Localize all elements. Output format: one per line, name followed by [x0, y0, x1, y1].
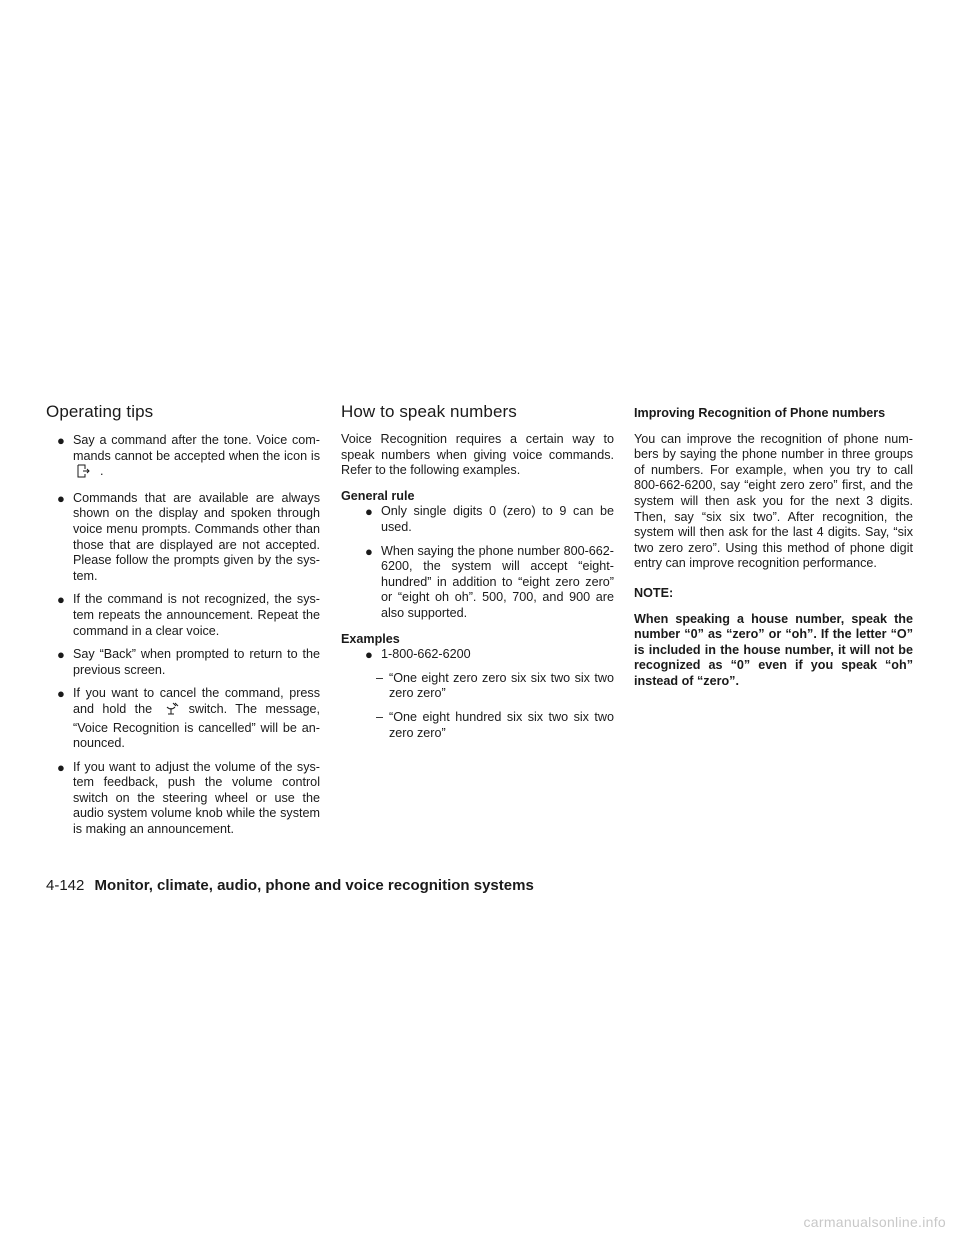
list-item: ● When saying the phone number 800-662-6200, the system will accept “eight-hundred” in addition to “eight zero zero” or “eight oh oh”. 500, 700, and 900 are also supported. — [365, 543, 614, 620]
list-item: – “One eight zero zero six six two six two zero zero” — [376, 670, 614, 701]
intro-paragraph: Voice Recognition requires a certain way to speak numbers when giving voice commands. Refer to the following examples. — [341, 432, 614, 478]
list-item: – “One eight hundred six six two six two zero zero” — [376, 709, 614, 740]
subheading-examples: Examples — [341, 631, 400, 646]
examples-list — [341, 647, 614, 663]
column-improving-recognition — [634, 402, 913, 690]
page-number: 4-142 — [46, 877, 85, 894]
list-item: ● If you want to adjust the volume of the sys-tem feedback, push the volume control switch on the steering wheel or use the audio system volume knob while the system is making an announcement. — [57, 759, 320, 837]
microphone-prompt-icon — [77, 464, 90, 483]
subheading-general-rule: General rule — [341, 488, 415, 503]
list-item: ● Say “Back” when prompted to return to the previous screen. — [57, 647, 320, 677]
watermark: carmanualsonline.info — [803, 1214, 946, 1230]
list-item: ● Only single digits 0 (zero) to 9 can be used. — [365, 504, 614, 534]
list-item: ● Commands that are available are always shown on the display and spoken through voice menu prompts. Commands other than those that are displayed are not accepted. Please follow the prompts given by the sys-tem. — [57, 490, 320, 583]
note-label: NOTE: — [634, 585, 674, 600]
example-options-list — [341, 671, 614, 741]
list-item: ● If the command is not recognized, the sys-tem repeats the announcement. Repeat the command in a clear voice. — [57, 592, 320, 638]
subheading-improving-recognition: Improving Recognition of Phone numbers — [634, 406, 886, 420]
bullet: ● — [57, 433, 65, 448]
section-heading-operating-tips: Operating tips — [46, 402, 154, 421]
general-rule-list — [341, 504, 614, 621]
note-text: When speaking a house number, speak the number “0” as “zero” or “oh”. If the letter “O” is included in the house number, it will not be recognized as “0” even if you speak “oh” instead of “zero”. — [634, 611, 913, 688]
operating-tips-list — [46, 433, 320, 838]
page-footer — [46, 877, 534, 895]
column-how-to-speak-numbers — [341, 402, 614, 749]
list-item: ● 1-800-662-6200 — [365, 647, 471, 663]
talk-switch-icon — [165, 702, 179, 721]
section-title: Monitor, climate, audio, phone and voice recognition systems — [94, 877, 534, 894]
column-operating-tips — [46, 402, 320, 846]
improving-recognition-body: You can improve the recognition of phone num-bers by saying the phone number in three groups of numbers. For example, when you try to call 800-662-6200, say “eight zero zero” first, and the system will then ask you for the next 3 digits. Then, say “six six two”. After recognition, the system will then ask for the last 4 digits. Say, “six two zero zero”. Using this method of phone digit entry can improve recognition performance. — [634, 431, 913, 571]
section-heading-how-to-speak-numbers: How to speak numbers — [341, 402, 517, 421]
list-item: ● Say a command after the tone. Voice com-mands cannot be accepted when the icon is . — [46, 433, 320, 483]
list-item: ● If you want to cancel the command, press and hold the switch. The message, “Voice Recognition is cancelled” will be an-nounced. — [57, 686, 320, 751]
